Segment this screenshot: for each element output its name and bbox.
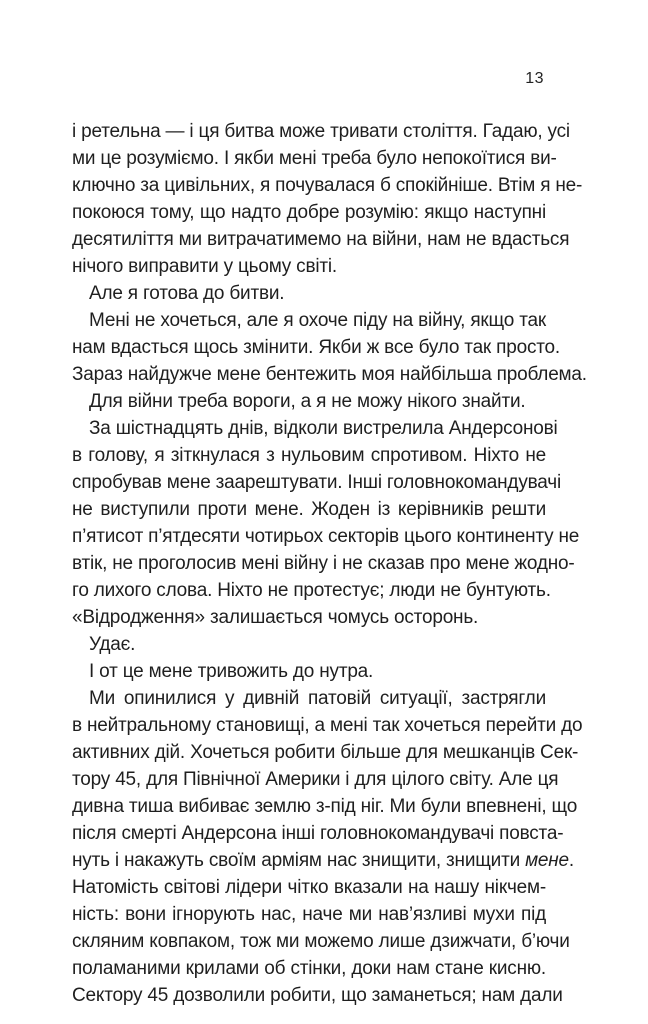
paragraph [72,388,546,415]
text-line: в голову, я зіткнулася з нульовим спротивом. Ніхто не [72,445,546,466]
text-line: тору 45, для Північної Америки і для цілого світу. Але ця [72,769,559,790]
text-line: дивна тиша вибиває землю з-під ніг. Ми були впевнені, що [72,796,578,817]
text-line: го лихого слова. Ніхто не протестує; люди не бунтують. [72,580,551,601]
page-number: 13 [525,70,544,87]
text-line: Натомість світові лідери чітко вказали на нашу нікчем- [72,877,546,898]
text-line: Ми опинилися у дивній патовій ситуації, застрягли [89,688,546,709]
paragraph [72,307,587,388]
paragraph [72,415,580,631]
text-line: активних дій. Хочеться робити більше для мешканців Сек- [72,742,579,763]
text-line: не виступили проти мене. Жоден із керівників решти [72,499,546,520]
text-line: Удає. [89,634,136,655]
text-line: нам вдасться щось змінити. Якби ж все було так просто. [72,337,560,358]
paragraph [72,658,546,685]
paragraph [72,118,583,280]
text-line: скляним ковпаком, тож ми можемо лише дзижчати, б’ючи [72,931,570,952]
text-line: «Відродження» залишається чомусь осторонь. [72,607,479,628]
paragraph [72,631,546,658]
text-line: Але я готова до битви. [89,283,285,304]
text-line: спробував мене заарештувати. Інші головнокомандувачі [72,472,561,493]
text-line: покоюся тому, що надто добре розумію: якщо наступні [72,202,546,223]
text-line: Зараз найдужче мене бентежить моя найбільша проблема. [72,364,587,385]
text-line: після смерті Андерсона інші головнокомандувачі повста- [72,823,564,844]
text-line: ність: вони ігнорують нас, наче ми нав’язливі мухи під [72,904,546,925]
text-line: поламаними крилами об стінки, доки нам стане кисню. [72,958,546,979]
paragraph [72,685,583,1009]
text-line: Для війни треба вороги, а я не можу нікого знайти. [89,391,526,412]
body-text [72,118,587,1009]
text-line: За шістнадцять днів, відколи вистрелила Андерсонові [89,418,558,439]
text-line: нуть і накажуть своїм арміям нас знищити, знищити мене. [72,850,575,871]
text-line: в нейтральному становищі, а мені так хочеться перейти до [72,715,583,736]
text-line: втік, не проголосив мені війну і не сказав про мене жодно- [72,553,575,574]
text-line: Мені не хочеться, але я охоче піду на війну, якщо так [89,310,546,331]
emphasized-word: мене [525,850,569,871]
text-line: ми це розуміємо. І якби мені треба було непокоїтися ви- [72,148,557,169]
text-line: і ретельна — і ця битва може тривати століття. Гадаю, усі [72,121,570,142]
text-line: І от це мене тривожить до нутра. [89,661,374,682]
text-line: ключно за цивільних, я почувалася б спокійніше. Втім я не- [72,175,583,196]
paragraph [72,280,546,307]
text-line: Сектору 45 дозволили робити, що заманеться; нам дали [72,985,563,1006]
text-line: десятиліття ми витрачатимемо на війни, нам не вдасться [72,229,570,250]
text-line: нічого виправити у цьому світі. [72,256,337,277]
text-line: п’ятисот п’ятдесяти чотирьох секторів цього континенту не [72,526,580,547]
